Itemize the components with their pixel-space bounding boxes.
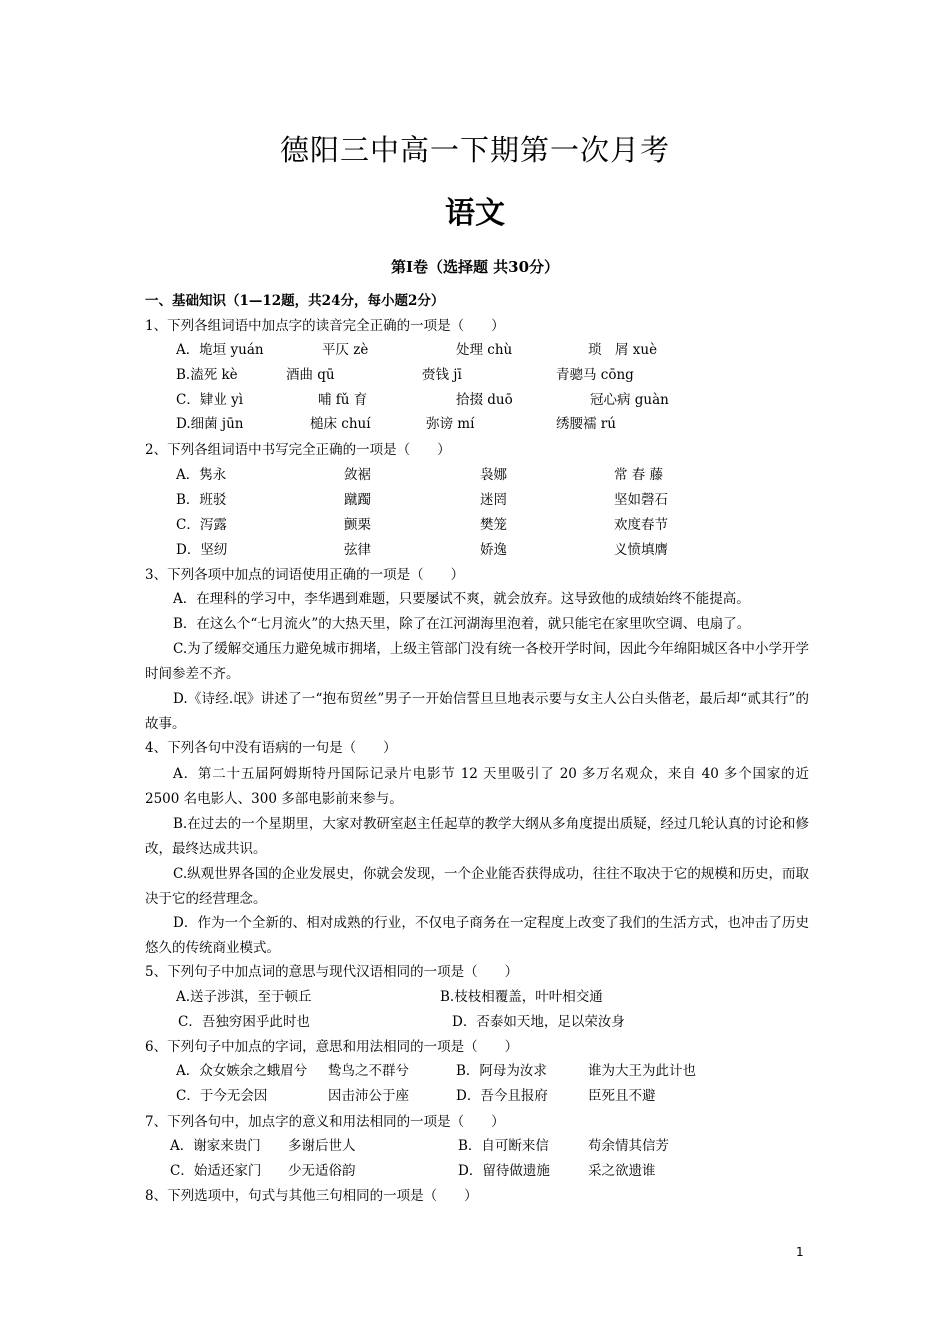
q2-option-b-4: 坚如磬石 [614,492,668,508]
q7-option-c-2: 少无适俗韵 [288,1163,356,1179]
q3-option-a: A．在理科的学习中，李华遇到难题，只要屡试不爽，就会放弃。这导致他的成绩始终不能提高。 [173,591,750,607]
q5-option-d: D．否泰如天地，足以荣汝身 [452,1014,625,1030]
q1-option-b-3: 赍钱 jī [422,367,462,383]
q3-option-b: B．在这么个“七月流火”的大热天里，除了在江河湖海里泡着，就只能宅在家里吹空调、电扇了。 [173,616,751,632]
q5-option-a: A.送子涉淇，至于顿丘 [176,989,312,1005]
q7-option-b-2: 苟余情其信芳 [588,1138,669,1154]
q2-option-d-4: 义愤填膺 [614,542,668,558]
q1-option-b-2: 酒曲 qū [286,367,335,383]
q6-option-c-2: 因击沛公于座 [328,1088,409,1104]
volume-title: 第Ⅰ卷（选择题 共30分） [390,258,560,276]
q1-option-a-1: A．垝垣 yuán [176,342,264,358]
q6-option-c-1: C．于今无会因 [176,1088,268,1104]
q7-option-d-2: 采之欲遗谁 [588,1163,656,1179]
question-5-stem: 5、下列句子中加点词的意思与现代汉语相同的一项是（ ） [145,964,519,980]
q1-option-d-1: D.细菌 jūn [176,416,244,432]
q3-option-c: C.为了缓解交通压力避免城市拥堵，上级主管部门没有统一各校开学时间，因此今年绵阳城区各中小学开学时间参差不齐。 [145,641,809,682]
question-8-stem: 8、下列选项中，句式与其他三句相同的一项是（ ） [145,1188,478,1204]
q5-option-c: C．吾独穷困乎此时也 [178,1014,310,1030]
q1-option-c-4: 冠心病 guàn [590,392,669,408]
q1-option-c-2: 哺 fǔ 育 [318,392,368,408]
q4-option-a: A．第二十五届阿姆斯特丹国际记录片电影节 12 天里吸引了 20 多万名观众，来自 40 多个国家的近 2500 名电影人、300 多部电影前来参与。 [145,766,809,807]
q4-option-c: C.纵观世界各国的企业发展史，你就会发现，一个企业能否获得成功，往往不取决于它的规模和历史，而取决于它的经营理念。 [145,866,809,907]
q1-option-a-4: 琐 屑 xuè [588,342,658,358]
q2-option-a-3: 袅娜 [480,467,507,483]
page-number: 1 [796,1245,804,1259]
question-4-stem: 4、下列各句中没有语病的一句是（ ） [145,740,397,756]
q6-option-d-1: D．吾今且报府 [456,1088,548,1104]
q2-option-a-4: 常 春 藤 [614,467,664,483]
q2-option-b-1: B．班驳 [176,492,227,508]
subject-title: 语文 [445,196,505,231]
question-6-stem: 6、下列句子中加点的字词，意思和用法相同的一项是（ ） [145,1039,519,1055]
q2-option-a-1: A．隽永 [176,467,227,483]
question-2-stem: 2、下列各组词语中书写完全正确的一项是（ ） [145,442,451,458]
q6-option-d-2: 臣死且不避 [588,1088,656,1104]
q7-option-b-1: B．自可断来信 [458,1138,549,1154]
q7-option-a-1: A．谢家来贵门 [170,1138,261,1154]
q2-option-d-1: D．坚纫 [176,542,228,558]
q7-option-c-1: C．始适还家门 [170,1163,262,1179]
q2-option-c-1: C．泻露 [176,517,227,533]
q2-option-d-3: 娇逸 [480,542,507,558]
q6-option-b-2: 谁为大王为此计也 [588,1063,696,1079]
q1-option-d-2: 槌床 chuí [310,416,371,432]
question-3-stem: 3、下列各项中加点的词语使用正确的一项是（ ） [145,567,465,583]
q2-option-c-3: 樊笼 [480,517,507,533]
q2-option-c-2: 颤栗 [344,517,371,533]
q6-option-a-2: 鸷鸟之不群兮 [328,1063,409,1079]
q2-option-d-2: 弦律 [344,542,371,558]
q1-option-c-3: 拾掇 duō [456,392,513,408]
q6-option-a-1: A．众女嫉余之蛾眉兮 [176,1063,308,1079]
q1-option-b-4: 青骢马 cōng [556,367,634,383]
q1-option-b-1: B.溘死 kè [176,367,238,383]
q3-option-d: D.《诗经.氓》讲述了一“抱布贸丝”男子一开始信誓旦旦地表示要与女主人公白头偕老，最后却“贰其行”的故事。 [145,691,809,732]
q2-option-b-3: 迷罔 [480,492,507,508]
q2-option-b-2: 蹴躅 [344,492,371,508]
q2-option-a-2: 敛裾 [344,467,371,483]
q1-option-c-1: C．肄业 yì [176,392,244,408]
q2-option-c-4: 欢度春节 [614,517,668,533]
exam-title: 德阳三中高一下期第一次月考 [279,133,670,167]
q7-option-d-1: D．留待做遗施 [458,1163,550,1179]
question-7-stem: 7、下列各句中，加点字的意义和用法相同的一项是（ ） [145,1114,505,1130]
q1-option-d-4: 绣腰襦 rú [556,416,616,432]
section-heading: 一、基础知识（1—12题，共24分，每小题2分） [145,293,445,309]
question-1-stem: 1、下列各组词语中加点字的读音完全正确的一项是（ ） [145,318,505,334]
q1-option-a-2: 平仄 zè [322,342,369,358]
q4-option-d: D．作为一个全新的、相对成熟的行业，不仅电子商务在一定程度上改变了我们的生活方式，也冲击了历史悠久的传统商业模式。 [145,915,809,956]
q5-option-b: B.枝枝相覆盖，叶叶相交通 [440,989,603,1005]
q4-option-b: B.在过去的一个星期里，大家对教研室赵主任起草的教学大纲从多角度提出质疑，经过几轮认真的讨论和修改，最终达成共识。 [145,816,809,857]
q1-option-d-3: 弥谤 mí [426,416,475,432]
q6-option-b-1: B．阿母为汝求 [456,1063,547,1079]
q7-option-a-2: 多谢后世人 [288,1138,356,1154]
q1-option-a-3: 处理 chù [456,342,513,358]
